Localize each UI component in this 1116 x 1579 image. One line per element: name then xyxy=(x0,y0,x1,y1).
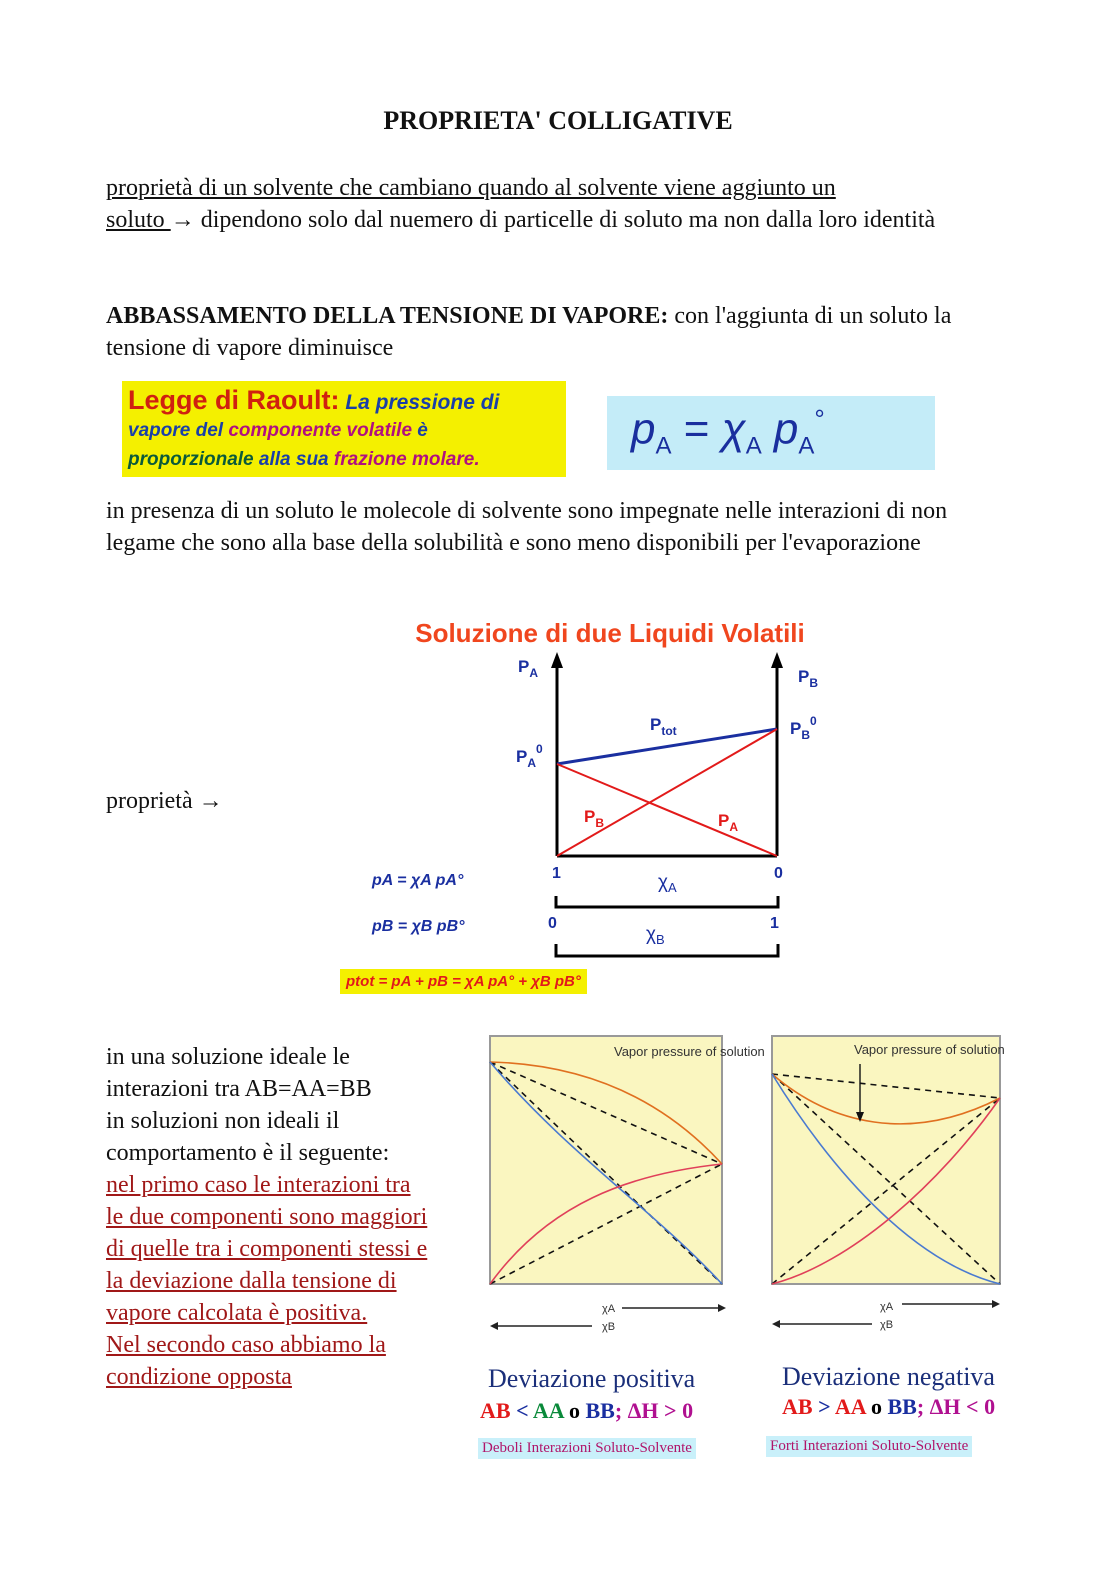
chi-b-label: $\chi_B$ xyxy=(646,924,665,947)
negative-chi-a-arrowhead xyxy=(992,1300,1000,1308)
para3-line3: in soluzioni non ideali il xyxy=(106,1108,340,1134)
negative-chi-b-label: χB xyxy=(880,1319,894,1331)
ptot-label: $P_{tot}$ xyxy=(650,715,677,738)
positive-relation: AB < AA o BB; ΔH > 0 xyxy=(480,1398,694,1423)
diagram-title: Soluzione di due Liquidi Volatili xyxy=(415,618,805,648)
negative-chi-b-arrowhead xyxy=(772,1320,780,1328)
para3-red7: condizione opposta xyxy=(106,1364,292,1390)
tick-chi-b-0: 0 xyxy=(548,915,557,932)
positive-plot-label: Vapor pressure of solution xyxy=(614,1044,765,1059)
raoult-part6: alla sua xyxy=(253,449,329,470)
pb-line-label: $P_B$ xyxy=(584,807,605,830)
para3-red2: le due componenti sono maggiori xyxy=(106,1204,428,1230)
chi-a-label: $\chi_A$ xyxy=(658,872,677,895)
positive-chi-a-label: χA xyxy=(602,1303,616,1315)
raoult-formula: $p_A = \chi_A$ $p_A^\circ$ xyxy=(607,396,935,470)
para3-red4: la deviazione dalla tensione di xyxy=(106,1268,397,1294)
property-label: proprietà → xyxy=(106,788,223,814)
para3-red6: Nel secondo caso abbiamo la xyxy=(106,1332,386,1358)
tick-chi-a-1: 1 xyxy=(552,865,561,882)
axis-right-arrow xyxy=(771,652,783,668)
positive-tag: Deboli Interazioni Soluto-Solvente xyxy=(478,1438,696,1459)
raoult-part5: proporzionale xyxy=(128,449,254,470)
pa-line-label: $P_A$ xyxy=(718,811,739,834)
para3-line4: comportamento è il seguente: xyxy=(106,1140,390,1166)
intro-underlined-2: soluto xyxy=(106,207,171,233)
para3-line2: interazioni tra AB=AA=BB xyxy=(106,1076,372,1102)
pb-line xyxy=(557,729,777,856)
raoult-part4: è xyxy=(412,420,428,441)
pb0-label: $P_B^0$ xyxy=(790,714,817,742)
positive-chi-b-label: χB xyxy=(602,1321,616,1333)
negative-deviation-plot xyxy=(770,1034,1010,1344)
raoult-part3: componente volatile xyxy=(223,420,413,441)
raoult-part7: frazione molare. xyxy=(328,449,480,470)
negative-chi-a-label: χA xyxy=(880,1301,894,1313)
pa-axis-label: $P_A$ xyxy=(518,657,539,680)
raoult-part1: La pressione di xyxy=(339,391,500,414)
paragraph-solute-effect: in presenza di un soluto le molecole di solvente sono impegnate nelle interazioni di non legame che sono alla base della solubilità e sono meno disponibili per l'evaporazione xyxy=(106,498,948,556)
negative-relation: AB > AA o BB; ΔH < 0 xyxy=(782,1394,996,1419)
negative-plot-frame xyxy=(772,1036,1000,1284)
tick-chi-a-0: 0 xyxy=(774,865,783,882)
raoult-diagram xyxy=(340,650,860,1010)
negative-tag: Forti Interazioni Soluto-Solvente xyxy=(766,1436,972,1457)
positive-chi-a-arrowhead xyxy=(718,1304,726,1312)
equation-pb: pB = χB pB° xyxy=(372,918,465,935)
chi-b-bracket xyxy=(556,944,778,956)
pb-axis-label: $P_B$ xyxy=(798,667,819,690)
page-title: PROPRIETA' COLLIGATIVE xyxy=(383,106,733,135)
section-heading: ABBASSAMENTO DELLA TENSIONE DI VAPORE: xyxy=(106,303,669,329)
para3-red3: di quelle tra i componenti stessi e xyxy=(106,1236,428,1262)
para3-red5: vapore calcolata è positiva. xyxy=(106,1300,368,1326)
intro-underlined-1: proprietà di un solvente che cambiano quando al solvente viene aggiunto un xyxy=(106,175,836,201)
axis-left-arrow xyxy=(551,652,563,668)
positive-deviation-plot xyxy=(488,1034,765,1344)
paragraph-ideal-vs-nonideal xyxy=(106,1041,486,1393)
tick-chi-b-1: 1 xyxy=(770,915,779,932)
negative-plot-label: Vapor pressure of solution xyxy=(854,1042,1005,1057)
para3-line1: in una soluzione ideale le xyxy=(106,1044,350,1070)
positive-plot-frame xyxy=(490,1036,722,1284)
equation-pa: pA = χA pA° xyxy=(372,872,464,889)
intro-rest: → dipendono solo dal nuemero di particelle di soluto ma non dalla loro identità xyxy=(170,207,936,233)
para3-red1: nel primo caso le interazioni tra xyxy=(106,1172,411,1198)
equation-ptot: ptot = pA + pB = χA pA° + χB pB° xyxy=(340,969,587,994)
section-vapor-pressure xyxy=(106,300,1006,364)
positive-chi-b-arrowhead xyxy=(490,1322,498,1330)
raoult-law-box xyxy=(122,381,566,477)
negative-caption: Deviazione negativa xyxy=(782,1362,995,1391)
raoult-heading: Legge di Raoult: La pressione di xyxy=(128,385,500,415)
intro-paragraph xyxy=(106,172,1006,236)
section-text: con l'aggiunta di un soluto la tensione di vapore diminuisce xyxy=(106,303,952,361)
positive-caption: Deviazione positiva xyxy=(488,1364,696,1393)
chi-a-bracket xyxy=(556,896,778,907)
raoult-part2: vapore del xyxy=(128,420,224,441)
pa0-label: $P_A^0$ xyxy=(516,742,543,770)
